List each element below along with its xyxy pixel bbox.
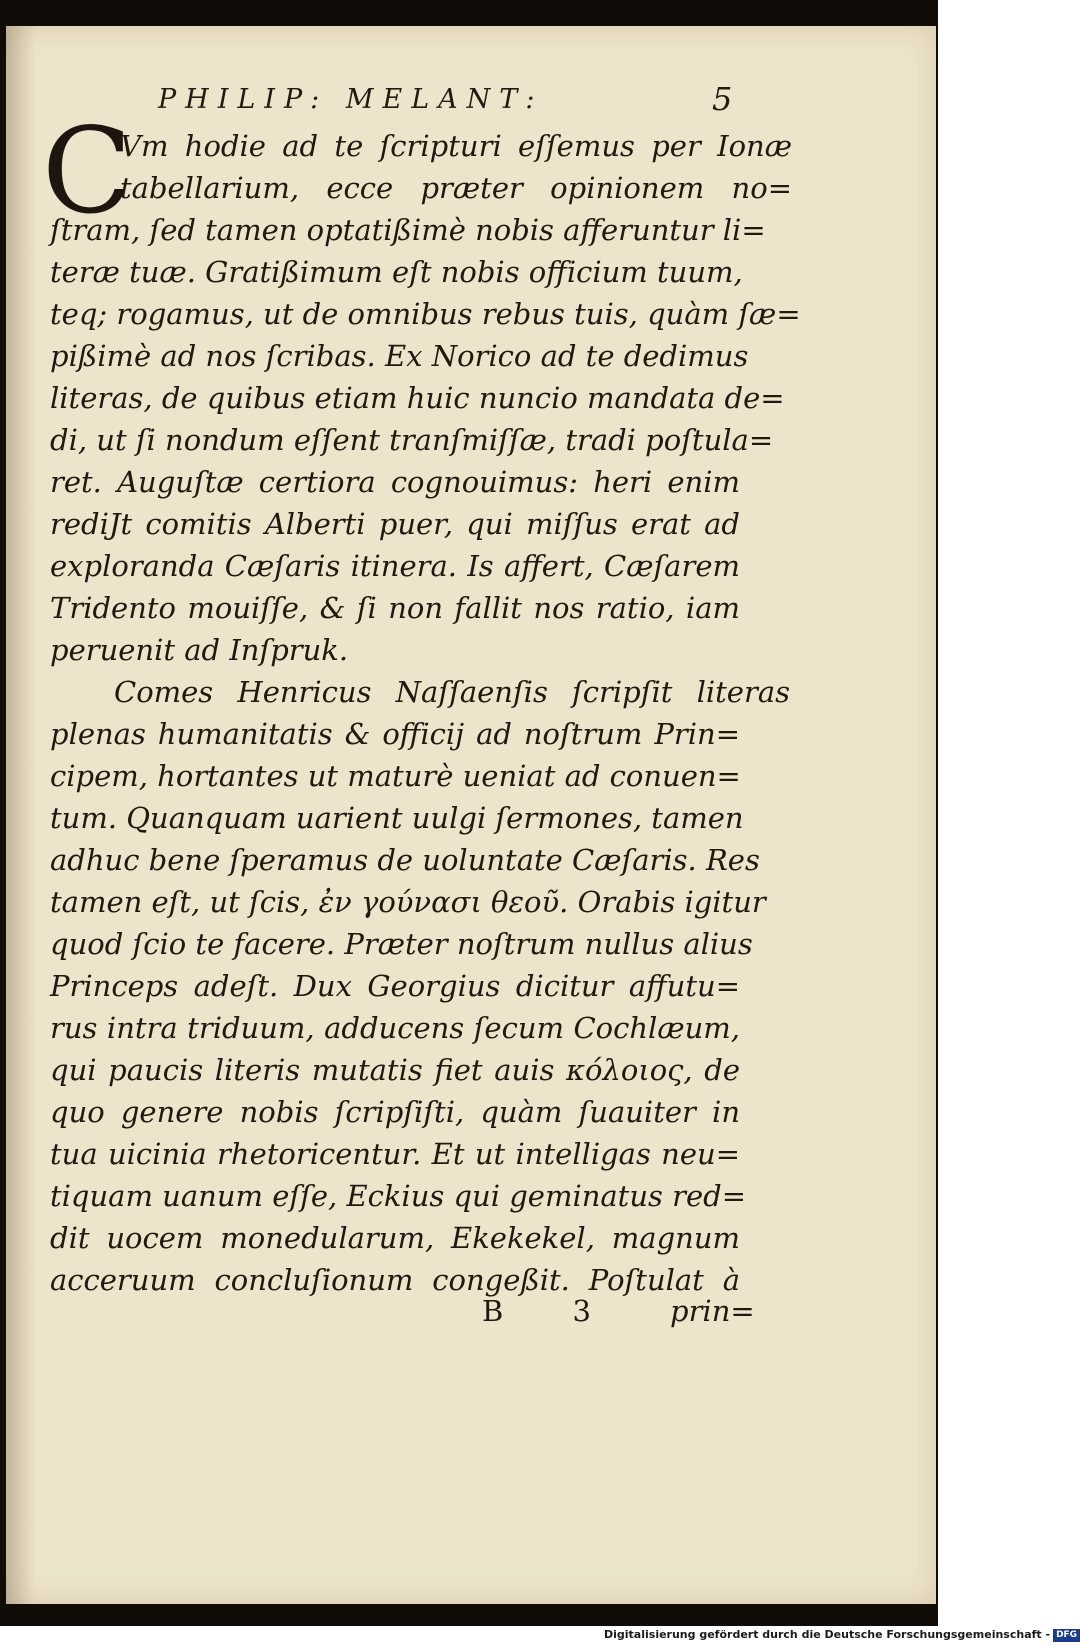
- text-line: di, ut ſi nondum eſſent tranſmiſſæ, tradi poſtula=: [50, 423, 774, 457]
- text-line: qui paucis literis mutatis fiet auis κόλοιος, de: [50, 1053, 740, 1087]
- text-line: Comes Henricus Naſſaenſis ſcripſit literas: [114, 675, 790, 709]
- text-line: rediJt comitis Alberti puer, qui miſſus erat ad: [50, 507, 740, 541]
- text-line: dit uocem monedularum, Ekekekel, magnum: [50, 1221, 740, 1255]
- text-line: rus intra triduum, adducens ſecum Cochlæum,: [50, 1011, 740, 1045]
- text-line: ſtram, ſed tamen optatißimè nobis afferuntur li=: [50, 213, 766, 247]
- text-line: cipem, hortantes ut maturè ueniat ad conuen=: [50, 759, 741, 793]
- text-line: tua uicinia rhetoricentur. Et ut intelligas neu=: [50, 1137, 740, 1171]
- text-line: Princeps adeſt. Dux Georgius dicitur affutu=: [50, 969, 740, 1003]
- text-line: ret. Auguſtæ certiora cognouimus: heri enim: [50, 465, 740, 499]
- dfg-logo: DFG: [1053, 1629, 1080, 1642]
- text-line: teq; rogamus, ut de omnibus rebus tuis, quàm ſæ=: [50, 297, 801, 331]
- text-line: teræ tuæ. Gratißimum eſt nobis officium tuum,: [50, 255, 743, 289]
- text-line: tamen eſt, ut ſcis, ἐν γούνασι θεοῦ. Orabis igitur: [50, 885, 766, 919]
- text-line: tiquam uanum eſſe, Eckius qui geminatus red=: [50, 1179, 746, 1213]
- signature-mark: B 3: [482, 1294, 621, 1328]
- running-title: PHILIP: MELANT:: [158, 84, 544, 115]
- text-line: quo genere nobis ſcripſiſti, quàm ſuauiter in: [50, 1095, 740, 1129]
- digitization-credit: [604, 1628, 1080, 1642]
- text-line: adhuc bene ſperamus de uoluntate Cæſaris. Res: [50, 843, 760, 877]
- text-line: pißimè ad nos ſcribas. Ex Norico ad te dedimus: [50, 339, 749, 373]
- text-line: tum. Quanquam uarient uulgi ſermones, tamen: [50, 801, 744, 835]
- text-line: Vm hodie ad te ſcripturi eſſemus per Ionæ: [120, 129, 792, 163]
- text-line: peruenit ad Inſpruk.: [50, 633, 349, 667]
- catchword: prin=: [670, 1294, 755, 1328]
- credit-text: Digitalisierung gefördert durch die Deutsche Forschungsgemeinschaft -: [604, 1628, 1051, 1641]
- drop-cap: C: [42, 102, 133, 240]
- text-line: acceruum concluſionum congeßit. Poſtulat à: [50, 1263, 740, 1297]
- text-line: tabellarium, ecce præter opinionem no=: [120, 171, 792, 205]
- text-line: plenas humanitatis & officij ad noſtrum Prin=: [50, 717, 740, 751]
- text-line: exploranda Cæſaris itinera. Is affert, Cæſarem: [50, 549, 740, 583]
- text-line: Tridento mouiſſe, & ſi non fallit nos ratio, iam: [50, 591, 740, 625]
- page-number: 5: [712, 80, 733, 118]
- text-line: literas, de quibus etiam huic nuncio mandata de=: [50, 381, 785, 415]
- text-line: quod ſcio te facere. Præter noſtrum nullus alius: [50, 927, 753, 961]
